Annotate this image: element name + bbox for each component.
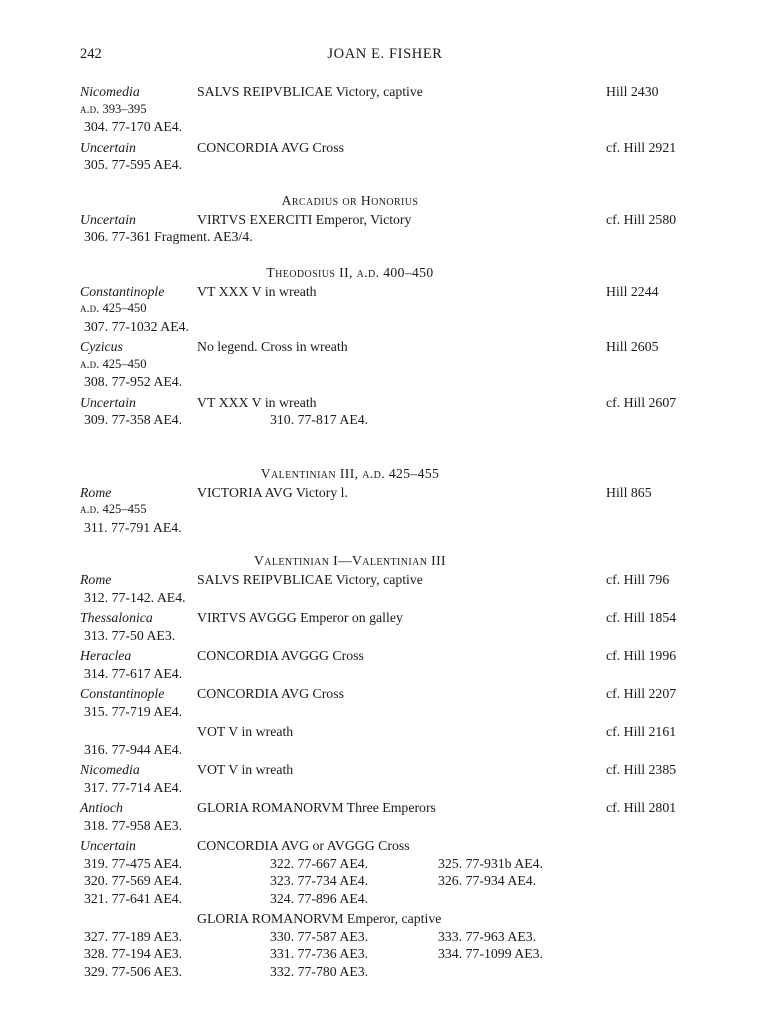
- catalog-number: 316. 77-944 AE4.: [84, 741, 183, 757]
- catalog-number: 308. 77-952 AE4.: [84, 374, 183, 389]
- catalog-number: 306. 77-361 Fragment. AE3/4.: [84, 229, 253, 244]
- catalog-number: 319. 77-475 AE4.: [84, 855, 183, 871]
- catalog-number: 304. 77-170 AE4.: [84, 119, 183, 134]
- hill-reference: Hill 2430: [606, 84, 659, 99]
- mint-name: Constantinople: [80, 686, 165, 701]
- hill-reference: cf. Hill 2580: [606, 211, 677, 227]
- coin-description: VIRTVS AVGGG Emperor on galley: [197, 610, 403, 625]
- catalog-row: [80, 963, 700, 981]
- entry-line: [80, 685, 700, 703]
- coin-description: No legend. Cross in wreath: [197, 339, 348, 354]
- coin-description: VICTORIA AVG Victory l.: [197, 484, 348, 500]
- entry-line: [80, 139, 700, 157]
- coin-description: CONCORDIA AVG Cross: [197, 139, 344, 155]
- catalog-content: [80, 83, 700, 980]
- date-range: a.d. 393–395: [80, 101, 147, 116]
- entry-line: [80, 647, 700, 665]
- mint-name: Thessalonica: [80, 610, 153, 625]
- catalog-row: [80, 872, 700, 890]
- hill-reference: cf. Hill 2161: [606, 724, 677, 739]
- mint-name: Uncertain: [80, 211, 136, 227]
- section-heading: Theodosius II, a.d. 400–450: [266, 264, 434, 280]
- catalog-number: 309. 77-358 AE4.: [84, 412, 183, 427]
- coin-description: VOT V in wreath: [197, 762, 294, 777]
- mint-name: Rome: [80, 572, 112, 587]
- catalog-number: 330. 77-587 AE3.: [270, 928, 369, 944]
- hill-reference: cf. Hill 2607: [606, 394, 677, 410]
- coin-description: GLORIA ROMANORVM Three Emperors: [197, 800, 436, 815]
- catalog-number: 314. 77-617 AE4.: [84, 665, 183, 681]
- page-number: 242: [80, 46, 102, 62]
- coin-description: VT XXX V in wreath: [197, 394, 317, 410]
- hill-reference: Hill 2605: [606, 339, 659, 354]
- catalog-number: 331. 77-736 AE3.: [270, 946, 369, 961]
- catalog-row: [80, 890, 700, 908]
- mint-name: Antioch: [80, 800, 123, 815]
- catalog-row: [80, 928, 700, 946]
- catalog-number: 325. 77-931b AE4.: [438, 855, 544, 871]
- entry-line: [80, 609, 700, 627]
- coin-description: VT XXX V in wreath: [197, 283, 317, 299]
- hill-reference: cf. Hill 2385: [606, 762, 677, 777]
- coin-description: VIRTVS EXERCITI Emperor, Victory: [197, 211, 412, 227]
- coin-description: SALVS REIPVBLICAE Victory, captive: [197, 572, 423, 587]
- coin-description: CONCORDIA AVG or AVGGG Cross: [197, 838, 410, 853]
- coin-description: SALVS REIPVBLICAE Victory, captive: [197, 84, 423, 99]
- entry-line: [80, 283, 700, 301]
- entry-line: [80, 910, 700, 928]
- entry-line: [80, 338, 700, 356]
- hill-reference: cf. Hill 2801: [606, 800, 677, 815]
- date-range: a.d. 425–450: [80, 356, 147, 371]
- section-heading: Valentinian I—Valentinian III: [254, 553, 446, 568]
- date-range: a.d. 425–450: [80, 301, 147, 315]
- entry-line: [80, 394, 700, 412]
- catalog-number: 323. 77-734 AE4.: [270, 873, 369, 888]
- catalog-number: 305. 77-595 AE4.: [84, 157, 183, 172]
- mint-name: Nicomedia: [80, 84, 140, 99]
- catalog-number: 327. 77-189 AE3.: [84, 928, 183, 944]
- mint-name: Cyzicus: [80, 339, 123, 354]
- mint-name: Constantinople: [80, 283, 165, 299]
- date-range: a.d. 425–455: [80, 502, 147, 516]
- catalog-row: [80, 945, 700, 963]
- catalog-number: 321. 77-641 AE4.: [84, 890, 183, 906]
- coin-description: VOT V in wreath: [197, 724, 294, 739]
- hill-reference: cf. Hill 1854: [606, 610, 677, 625]
- entry-line: [80, 484, 700, 502]
- catalog-number: 324. 77-896 AE4.: [270, 890, 369, 906]
- entry-line: [80, 761, 700, 779]
- section-heading: Valentinian III, a.d. 425–455: [260, 465, 440, 481]
- coin-description: CONCORDIA AVGGG Cross: [197, 648, 364, 663]
- coin-description: CONCORDIA AVG Cross: [197, 686, 344, 701]
- hill-reference: Hill 865: [606, 484, 652, 500]
- entry-line: [80, 571, 700, 589]
- running-title: JOAN E. FISHER: [327, 46, 443, 62]
- hill-reference: cf. Hill 796: [606, 572, 670, 587]
- catalog-number: 333. 77-963 AE3.: [438, 928, 537, 944]
- hill-reference: cf. Hill 2921: [606, 139, 677, 155]
- entry-line: [80, 723, 700, 741]
- mint-name: Rome: [80, 484, 112, 500]
- catalog-number: 315. 77-719 AE4.: [84, 703, 183, 719]
- catalog-number: 312. 77-142. AE4.: [84, 589, 186, 605]
- catalog-number: 317. 77-714 AE4.: [84, 779, 183, 795]
- catalog-number: 326. 77-934 AE4.: [438, 873, 537, 888]
- catalog-number: 320. 77-569 AE4.: [84, 873, 183, 888]
- mint-name: Nicomedia: [80, 762, 140, 777]
- mint-name: Uncertain: [80, 139, 136, 155]
- hill-reference: cf. Hill 1996: [606, 648, 677, 663]
- catalog-number: 311. 77-791 AE4.: [84, 519, 182, 535]
- section-heading: Arcadius or Honorius: [281, 192, 419, 208]
- entry-line: [80, 837, 700, 855]
- catalog-number: 328. 77-194 AE3.: [84, 946, 183, 961]
- entry-line: [80, 83, 700, 101]
- catalog-number: 313. 77-50 AE3.: [84, 627, 176, 643]
- hill-reference: cf. Hill 2207: [606, 686, 677, 701]
- coin-description: GLORIA ROMANORVM Emperor, captive: [197, 911, 442, 926]
- entry-line: [80, 799, 700, 817]
- catalog-row: [80, 855, 700, 873]
- catalog-number: 332. 77-780 AE3.: [270, 963, 369, 979]
- catalog-number: 334. 77-1099 AE3.: [438, 946, 544, 961]
- catalog-number: 310. 77-817 AE4.: [270, 412, 369, 427]
- entry-line: [80, 211, 700, 229]
- hill-reference: Hill 2244: [606, 283, 659, 299]
- catalog-number: 329. 77-506 AE3.: [84, 963, 183, 979]
- catalog-number: 318. 77-958 AE3.: [84, 817, 183, 833]
- catalog-number: 322. 77-667 AE4.: [270, 855, 369, 871]
- catalog-number: 307. 77-1032 AE4.: [84, 318, 190, 334]
- mint-name: Heraclea: [80, 648, 132, 663]
- page-header: [0, 46, 770, 68]
- mint-name: Uncertain: [80, 394, 136, 410]
- mint-name: Uncertain: [80, 838, 136, 853]
